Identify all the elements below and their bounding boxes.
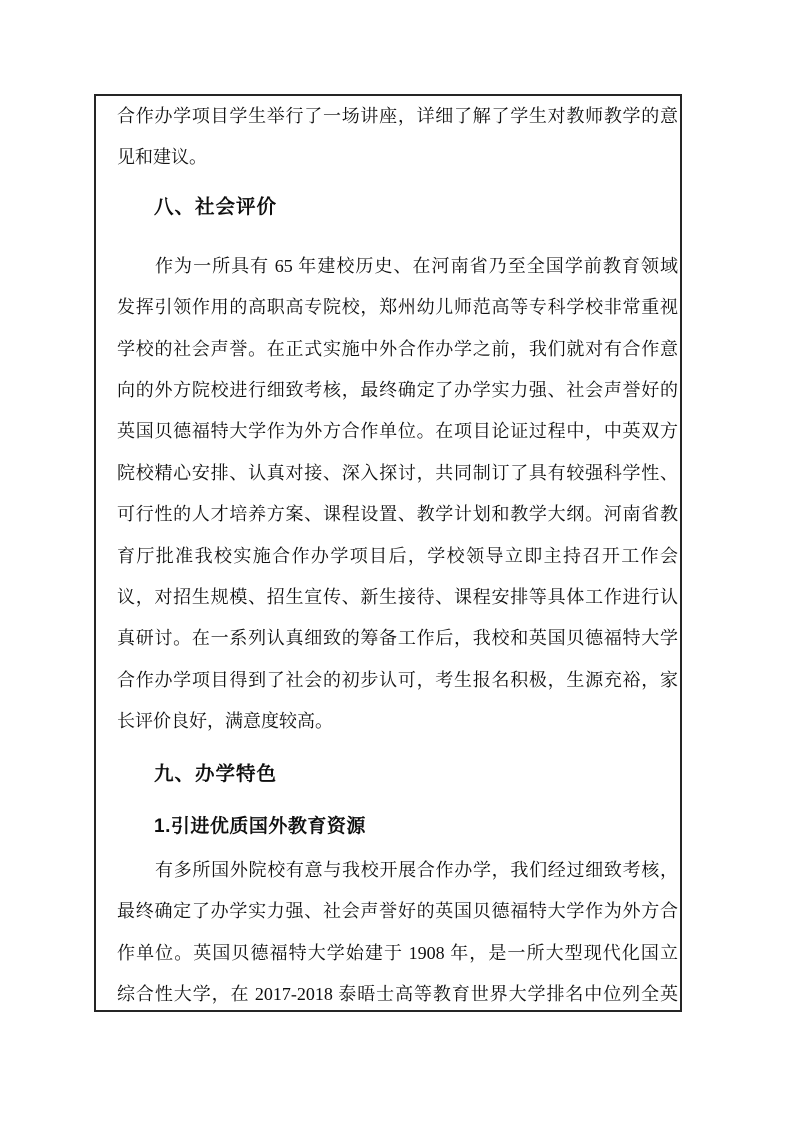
text-line: 综合性大学，在 2017-2018 泰晤士高等教育世界大学排名中位列全英 [117, 983, 678, 1004]
paragraph-social-evaluation [117, 246, 678, 743]
text-line: 院校精心安排、认真对接、深入探讨，共同制订了具有较强科学性、 [117, 462, 678, 483]
text-line: 长评价良好，满意度较高。 [117, 711, 333, 732]
text-line: 作为一所具有 65 年建校历史、在河南省乃至全国学前教育领域 [155, 255, 678, 276]
heading-school-features: 九、办学特色 [154, 762, 278, 785]
text-line: 学校的社会声誉。在正式实施中外合作办学之前，我们就对有合作意 [117, 338, 678, 359]
text-line: 向的外方院校进行细致考核，最终确定了办学实力强、社会声誉好的 [117, 380, 678, 401]
text-line: 有多所国外院校有意与我校开展合作办学，我们经过细致考核， [155, 859, 678, 880]
text-line: 合作办学项目学生举行了一场讲座，详细了解了学生对教师教学的意 [117, 106, 678, 126]
subheading-foreign-education-resources: 1.引进优质国外教育资源 [154, 815, 366, 837]
text-line: 议，对招生规模、招生宣传、新生接待、课程安排等具体工作进行认 [117, 587, 678, 608]
paragraph-lecture-feedback [117, 96, 678, 179]
text-line: 可行性的人才培养方案、课程设置、教学计划和教学大纲。河南省教 [117, 504, 678, 525]
heading-social-evaluation: 八、社会评价 [154, 195, 278, 218]
text-line: 最终确定了办学实力强、社会声誉好的英国贝德福特大学作为外方合 [117, 901, 678, 922]
text-line: 真研讨。在一系列认真细致的筹备工作后，我校和英国贝德福特大学 [117, 628, 678, 649]
content-table-cell [94, 94, 682, 1012]
text-line: 育厅批准我校实施合作办学项目后，学校领导立即主持召开工作会 [117, 545, 678, 566]
text-line: 合作办学项目得到了社会的初步认可，考生报名积极，生源充裕，家 [117, 669, 678, 690]
text-line: 发挥引领作用的高职高专院校，郑州幼儿师范高等专科学校非常重视 [117, 297, 678, 318]
paragraph-foreign-education-resources [117, 850, 678, 1012]
text-line: 作单位。英国贝德福特大学始建于 1908 年，是一所大型现代化国立 [117, 942, 678, 963]
text-line: 见和建议。 [117, 147, 207, 168]
text-line: 英国贝德福特大学作为外方合作单位。在项目论证过程中，中英双方 [117, 421, 678, 442]
